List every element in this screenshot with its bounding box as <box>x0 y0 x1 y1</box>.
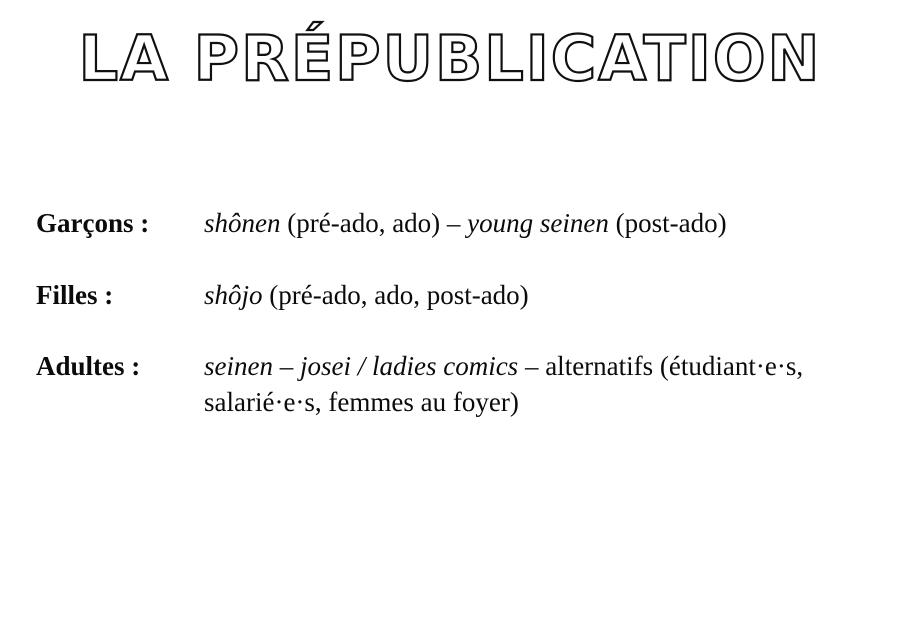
definition-part-italic: shôjo <box>204 279 263 310</box>
list-item <box>36 206 876 242</box>
term-separator: : <box>140 208 150 238</box>
definition-text <box>204 206 876 242</box>
title-block <box>0 22 900 95</box>
definition-part-italic: seinen – josei / ladies comics <box>204 351 519 382</box>
term-label <box>36 278 204 314</box>
definition-part-plain-2: (post-ado) <box>608 208 727 238</box>
term-separator: : <box>131 351 141 382</box>
term-label <box>36 349 204 385</box>
term-text: Filles <box>36 279 98 310</box>
definition-part-plain: (pré-ado, ado) – <box>280 208 468 238</box>
definition-part-italic: shônen <box>204 208 281 238</box>
term-separator: : <box>104 279 114 310</box>
list-item <box>36 278 876 314</box>
definition-part-plain: (pré-ado, ado, post-ado) <box>262 279 529 310</box>
definition-text <box>204 278 876 314</box>
term-text: Garçons <box>36 208 134 238</box>
definition-part-italic-2: young seinen <box>467 208 609 238</box>
page-title: LA PRÉPUBLICATION <box>78 22 822 95</box>
definition-text <box>204 349 876 420</box>
term-text: Adultes <box>36 351 125 382</box>
term-label <box>36 206 204 242</box>
definition-part-plain: – alternatifs (étudiant·e·s, salarié·e·s, femmes au foyer) <box>204 351 804 417</box>
list-item <box>36 349 876 420</box>
definition-list <box>36 206 876 421</box>
